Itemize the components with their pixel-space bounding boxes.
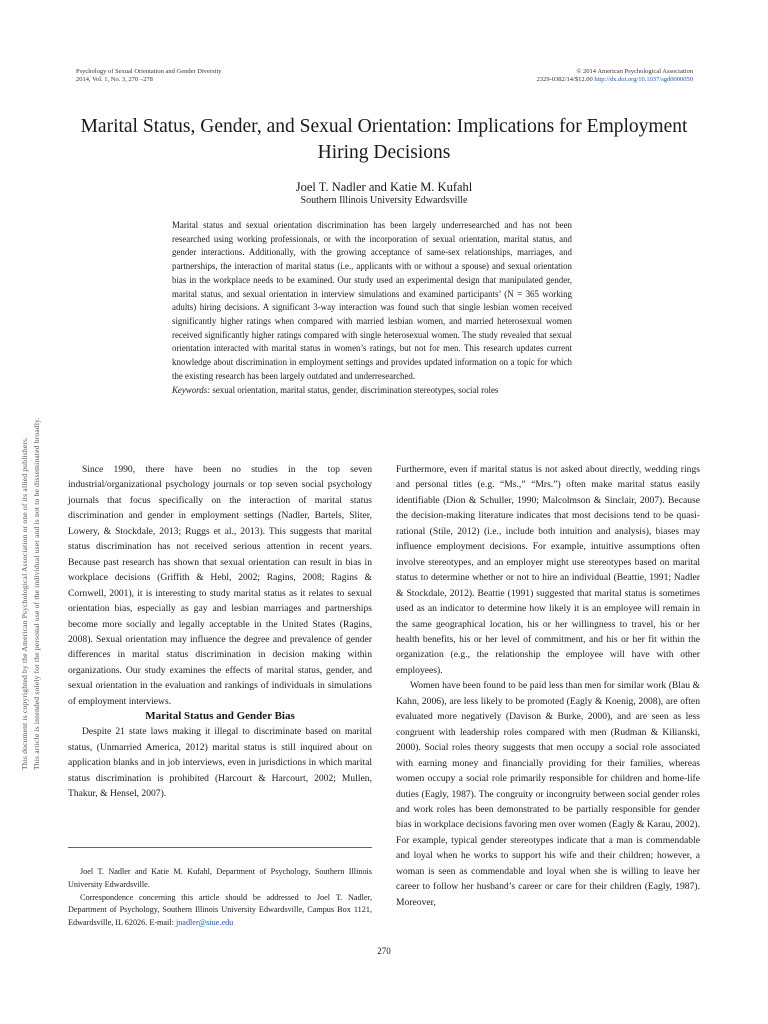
- doi-link[interactable]: http://dx.doi.org/10.1037/sgd0000050: [594, 76, 693, 83]
- issn: 2329-0382/14/$12.00: [536, 76, 593, 83]
- author-footnotes: [68, 866, 372, 930]
- article-title: Marital Status, Gender, and Sexual Orientation: Implications for Employment Hiring Decisions: [80, 116, 688, 163]
- copyright-notice: © 2014 American Psychological Association: [576, 68, 693, 75]
- running-header-left: [76, 68, 222, 84]
- section-paragraph: Despite 21 state laws making it illegal to discriminate based on marital status, (Unmarried America, 2012) marital status is still inquired about on application blanks and in job interviews, even in jurisdictions in which marital status discrimination is prohibited (Harcourt & Harcourt, 2002; Mullen, Thakur, & Hensel, 2007).: [68, 726, 372, 800]
- side-usage-notice: This article is intended solely for the personal use of the individual user and is not to be disseminated broadly.: [32, 417, 41, 770]
- volume-info: 2014, Vol. 1, No. 3, 270 –278: [76, 76, 153, 83]
- side-copyright-notice: This document is copyrighted by the American Psychological Association or one of its allied publishers.: [20, 436, 29, 770]
- running-header-right: [537, 68, 693, 84]
- section-heading: Marital Status and Gender Bias: [145, 710, 295, 723]
- author-affiliation: Southern Illinois University Edwardsville: [300, 195, 468, 206]
- right-column: [396, 462, 700, 910]
- issn-doi-line: [537, 76, 693, 84]
- footnote-divider: [68, 847, 372, 848]
- page-number: 270: [377, 946, 391, 956]
- correspondence-text: Correspondence concerning this article should be addressed to Joel T. Nadler, Department of Psychology, Southern Illinois University Edwardsville, Campus Box 1121, Edwardsville, IL 62026. E-mail:: [68, 892, 372, 928]
- keywords-label: Keywords:: [172, 385, 211, 395]
- keywords: [172, 384, 572, 396]
- email-link[interactable]: jnadler@siue.edu: [175, 918, 234, 928]
- affiliation-footnote: Joel T. Nadler and Katie M. Kufahl, Department of Psychology, Southern Illinois University Edwardsville.: [68, 867, 372, 889]
- left-column: [68, 462, 372, 802]
- keywords-list: sexual orientation, marital status, gender, discrimination stereotypes, social roles: [212, 385, 499, 395]
- intro-paragraph: Since 1990, there have been no studies in the top seven industrial/organizational psychology journals or top seven social psychology journals that focus specifically on the interaction of marital status discrimination and gender in employment settings (Nadler, Bartels, Sliter, Lowery, & Stockdale, 2013; Ruggs et al., 2013). This suggests that marital status discrimination has not received serious attention in recent years. Because past research has shown that sexual orientation can result in bias in workplace decisions (Griffith & Hebl, 2002; Ragins, 2008; Ragins & Cornwell, 2001), it is interesting to study marital status as it relates to sexual orientation bias, especially as gay and lesbian marriages and partnerships become more socially and legally acceptable in the United States (Ragins, 2008). Sexual orientation may influence the degree and prevalence of gender differences in marital status discrimination in decision making within organizations. Our study examines the effects of marital status, gender, and sexual orientation in the evaluation and rankings of individuals in simulations of employment interviews.: [68, 464, 372, 707]
- abstract: Marital status and sexual orientation discrimination has been largely underresearched and has not been researched using working professionals, or with the incorporation of sexual orientation, marital status, and gender interactions. Additionally, with the growing acceptance of same-sex relationships, marriages, and partnerships, the interaction of marital status (i.e., applicants with or without a spouse) and sexual orientation bias in the workplace needs to be examined. Our study used an experimental design that manipulated gender, marital status, and sexual orientation in interview simulations and examined participants’ (N = 365 working adults) hiring decisions. A significant 3-way interaction was found such that single lesbian women received significantly higher ratings when compared with married lesbian women, and married heterosexual women received significantly higher ratings compared with single heterosexual women. The study revealed that sexual orientation interacted with marital status in women’s ratings, but not for men. This research updates current knowledge about discrimination in employment settings and provides updated information on a topic for which the existing research has been largely outdated and underresearched.: [172, 220, 572, 381]
- journal-name: Psychology of Sexual Orientation and Gender Diversity: [76, 68, 222, 75]
- article-authors: Joel T. Nadler and Katie M. Kufahl: [295, 180, 473, 194]
- correspondence-footnote: [68, 892, 372, 930]
- gender-bias-paragraph: Women have been found to be paid less than men for similar work (Blau & Kahn, 2006), are less likely to be promoted (Eagly & Koenig, 2008), are often evaluated more negatively (Davison & Burke, 2000), and are seen as less congruent with leadership roles compared with men (Rudman & Kilianski, 2000). Social roles theory suggests that men occupy a social role associated with earning money and financially providing for their families, whereas women occupy a social role primarily responsible for children and home-life duties (Eagly, 1987). The congruity or incongruity between social gender roles and work roles has been demonstrated to be partially responsible for gender bias in workplace decisions favoring men over women (Eagly & Karau, 2002). For example, typical gender stereotypes indicate that a man is commendable and loyal when he works to support his wife and their children; however, a woman is seen as commendable and loyal when she is willing to leave her career to follow her husband’s career or care for their children (Eagly, 1987). Moreover,: [396, 680, 700, 908]
- continued-paragraph: Furthermore, even if marital status is not asked about directly, wedding rings and personal titles (e.g. “Ms.,” “Mrs.”) often make marital status easily identifiable (Dion & Schuller, 1990; Malcolmson & Sinclair, 2007). Because the decision-making literature indicates that most decisions tend to be quasi-rational (Stile, 2012) (i.e., include both intuition and analysis), biases may influence employment decisions. For example, intuitive assumptions often involve stereotypes, and an employer might use stereotypes based on marital status to determine whether or not to hire an individual (Beattie, 1991; Nadler & Stockdale, 2012). Beattie (1991) suggested that marital status is sometimes used as an indicator to determine how likely it is an employee will remain in the same geographical location, his or her willingness to travel, his or her health benefits, his or her level of commitment, and his or her fit within the organization (e.g., the relationship the employee will have with other employees).: [396, 464, 700, 676]
